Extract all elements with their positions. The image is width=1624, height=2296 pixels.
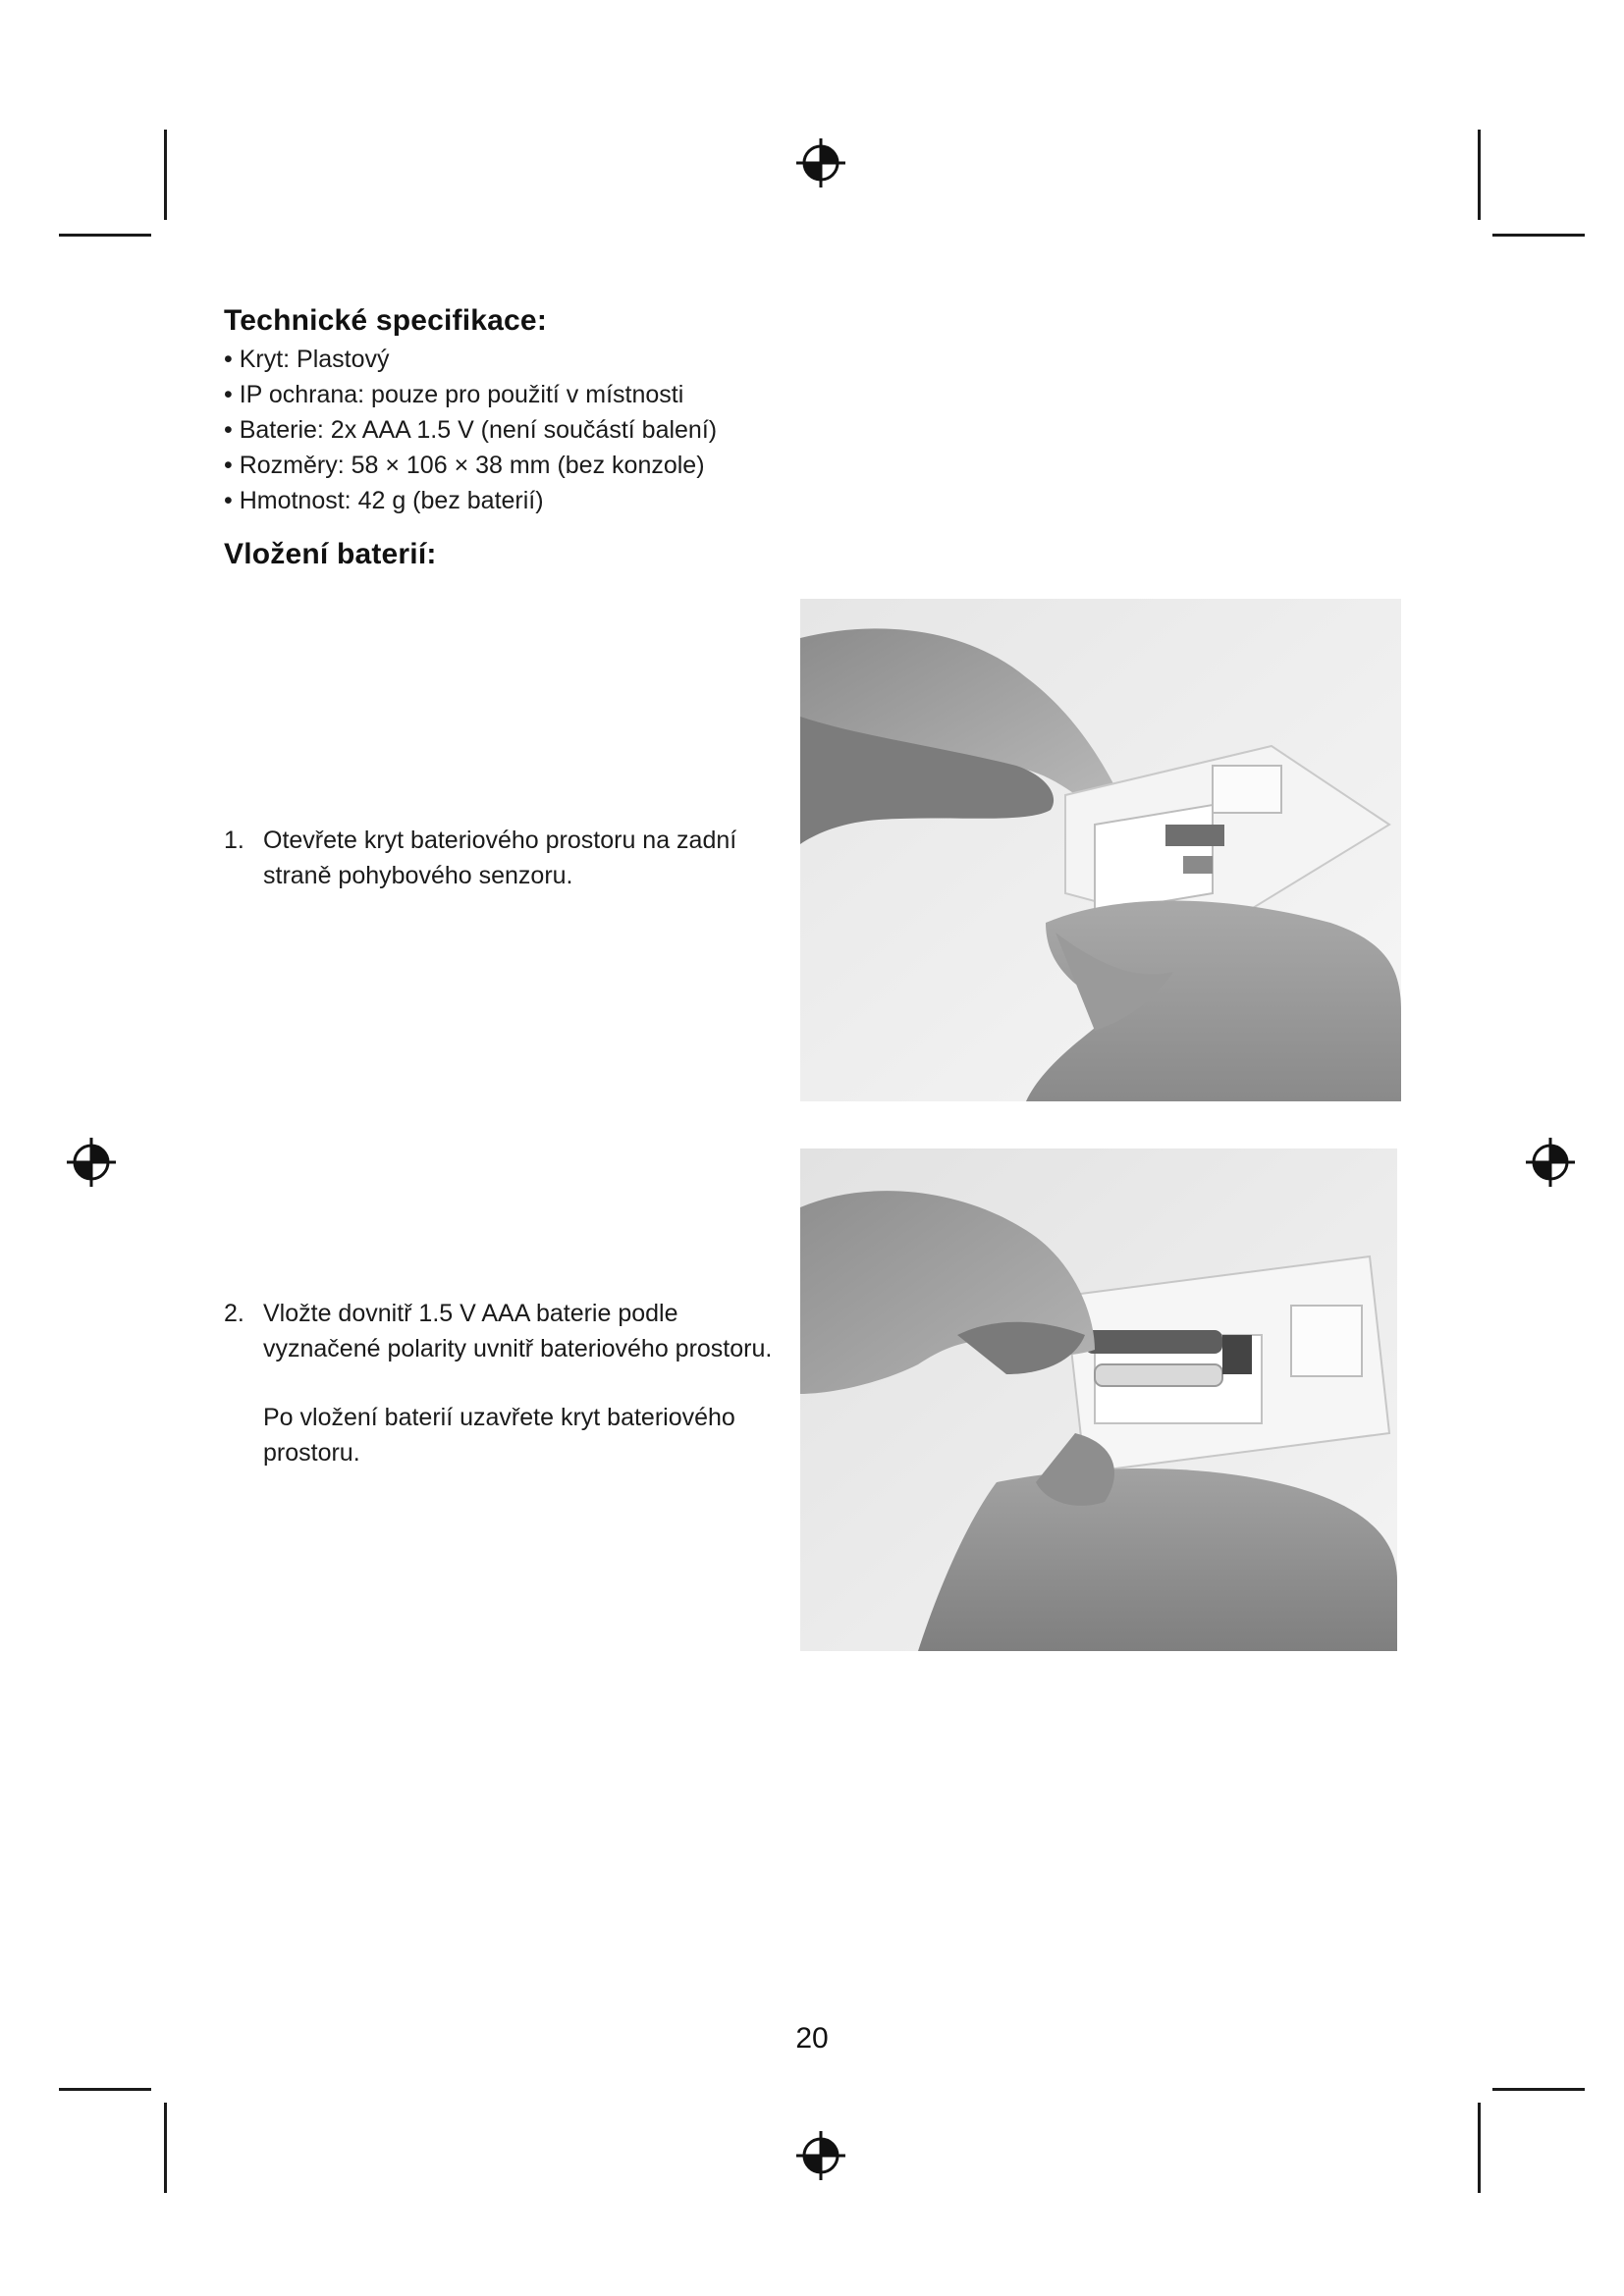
page-number: 20 <box>795 2022 829 2055</box>
registration-mark-icon <box>793 135 848 190</box>
step-2 <box>224 1296 793 1470</box>
list-item: • Hmotnost: 42 g (bez baterií) <box>224 483 717 518</box>
list-item: • IP ochrana: pouze pro použití v místnosti <box>224 377 717 412</box>
crop-mark-top-left-vertical <box>164 130 167 220</box>
registration-mark-icon <box>1523 1135 1578 1190</box>
crop-mark-bottom-right-horizontal <box>1492 2088 1585 2091</box>
crop-mark-top-right-vertical <box>1478 130 1481 220</box>
registration-mark-icon <box>64 1135 119 1190</box>
step-1 <box>224 823 793 893</box>
registration-mark-icon <box>793 2128 848 2183</box>
open-battery-cover-photo <box>800 599 1401 1101</box>
crop-mark-bottom-left-vertical <box>164 2103 167 2193</box>
crop-mark-top-left-horizontal <box>59 234 151 237</box>
step-text: Po vložení baterií uzavřete kryt bateriového prostoru. <box>263 1404 735 1467</box>
insert-battery-photo <box>800 1148 1397 1651</box>
step-number: 2. <box>224 1300 244 1327</box>
specs-list <box>224 342 717 518</box>
list-item: • Rozměry: 58 × 106 × 38 mm (bez konzole) <box>224 448 717 483</box>
list-item: • Baterie: 2x AAA 1.5 V (není součástí balení) <box>224 412 717 448</box>
crop-mark-bottom-left-horizontal <box>59 2088 151 2091</box>
step-text: Otevřete kryt bateriového prostoru na zadní straně pohybového senzoru. <box>263 827 737 889</box>
crop-mark-top-right-horizontal <box>1492 234 1585 237</box>
list-item: • Kryt: Plastový <box>224 342 717 377</box>
step-text: Vložte dovnitř 1.5 V AAA baterie podle vyznačené polarity uvnitř bateriového prostoru. <box>263 1300 773 1362</box>
crop-mark-bottom-right-vertical <box>1478 2103 1481 2193</box>
specs-heading: Technické specifikace: <box>224 304 548 337</box>
step-number: 1. <box>224 827 244 854</box>
battery-heading: Vložení baterií: <box>224 538 437 570</box>
